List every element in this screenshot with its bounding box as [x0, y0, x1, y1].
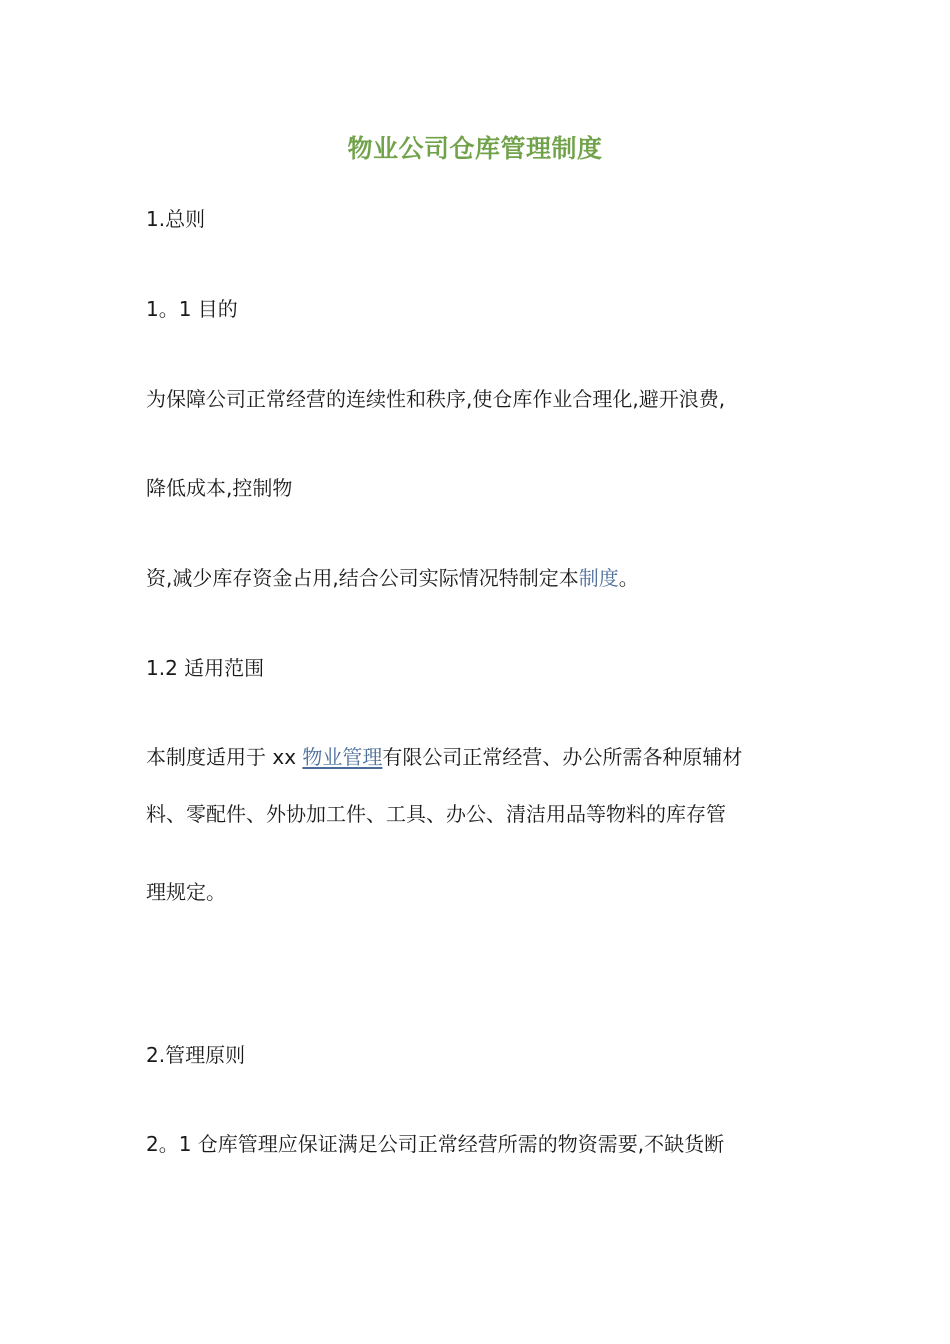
para-1-1-line-3-prefix: 资,减少库存资金占用,结合公司实际情况特制定本 — [146, 566, 579, 590]
section-1-2-heading: 1.2 适用范围 — [146, 656, 265, 680]
para-1-2-line-1-suffix: 有限公司正常经营、办公所需各种原辅材 — [382, 745, 743, 769]
zhidu-link[interactable]: 制度 — [578, 566, 619, 590]
section-1-heading: 1.总则 — [146, 207, 206, 231]
para-1-1-line-3-suffix: 。 — [618, 566, 639, 590]
para-1-2-line-1 — [146, 742, 742, 772]
para-2-1-line-1: 2。1 仓库管理应保证满足公司正常经营所需的物资需要,不缺货断 — [146, 1132, 725, 1156]
para-1-2-line-3: 理规定。 — [146, 880, 226, 904]
para-1-2-line-1-prefix: 本制度适用于 xx — [146, 745, 303, 769]
para-1-1-line-3 — [146, 563, 639, 593]
para-1-1-line-2: 降低成本,控制物 — [146, 476, 293, 500]
wuye-guanli-link[interactable]: 物业管理 — [302, 745, 383, 769]
section-2-heading: 2.管理原则 — [146, 1043, 246, 1067]
para-1-1-line-1: 为保障公司正常经营的连续性和秩序,使仓库作业合理化,避开浪费, — [146, 387, 726, 411]
section-1-1-heading: 1。1 目的 — [146, 297, 238, 321]
document-title: 物业公司仓库管理制度 — [347, 134, 603, 163]
para-1-2-line-2: 料、零配件、外协加工件、工具、办公、清洁用品等物料的库存管 — [146, 802, 726, 826]
